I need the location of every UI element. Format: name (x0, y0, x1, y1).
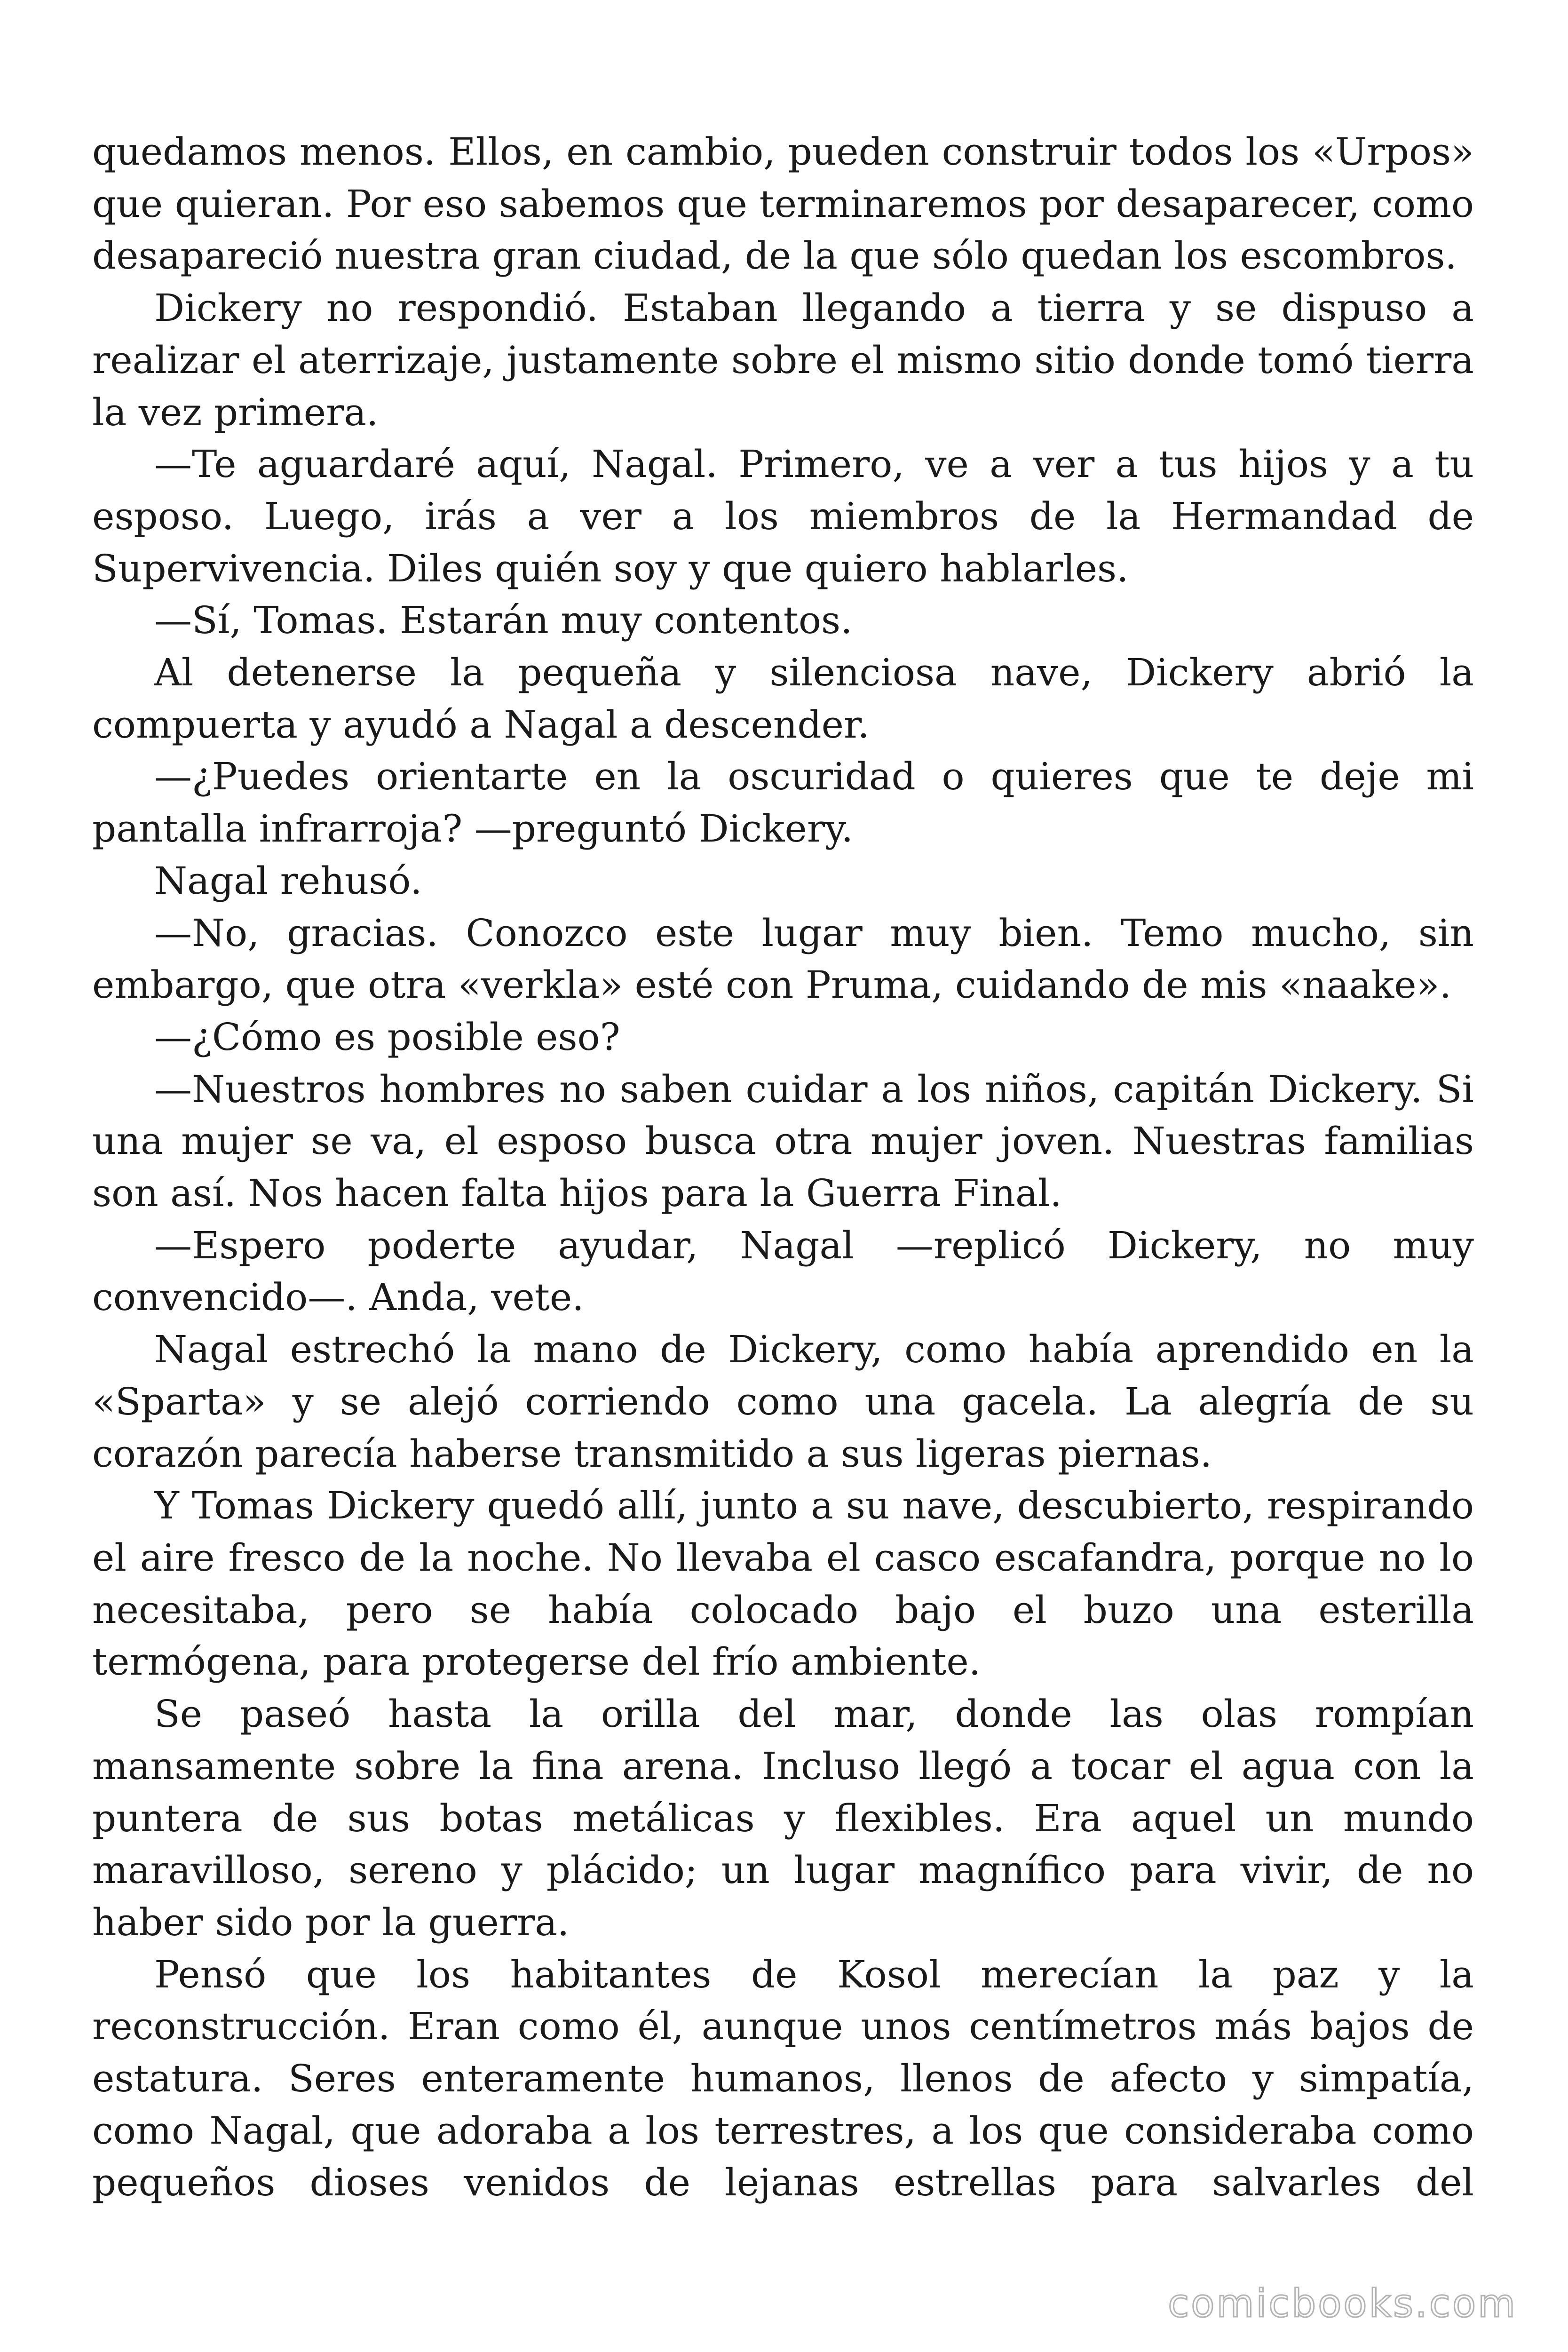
paragraph-5: Al detenerse la pequeña y silenciosa nave, Dickery abrió la compuerta y ayudó a Nagal a descender. (92, 651, 1474, 747)
paragraph-7: Nagal rehusó. (154, 858, 422, 903)
paragraph-2: Dickery no respondió. Estaban llegando a tierra y se dispuso a realizar el aterrizaje, justamente sobre el mismo sitio donde tomó tierra la vez primera. (92, 286, 1474, 434)
paragraph-10: —Nuestros hombres no saben cuidar a los niños, capitán Dickery. Si una mujer se va, el esposo busca otra mujer joven. Nuestras familias son así. Nos hacen falta hijos para la Guerra Final. (92, 1067, 1474, 1216)
paragraph-3: —Te aguardaré aquí, Nagal. Primero, ve a ver a tus hijos y a tu esposo. Luego, irás a ver a los miembros de la Hermandad de Supervivencia. Diles quién soy y que quiero hablarles. (92, 442, 1474, 590)
paragraph-9: —¿Cómo es posible eso? (154, 1015, 620, 1059)
paragraph-15: Pensó que los habitantes de Kosol merecían la paz y la reconstrucción. Eran como él, aunque unos centímetros más bajos de estatura. Seres enteramente humanos, llenos de afecto y simpatía, como Nagal, que adoraba a los terrestres, a los que consideraba como pequeños dioses venidos de lejanas estrellas para salvarles del (92, 1952, 1474, 2205)
paragraph-8: —No, gracias. Conozco este lugar muy bien. Temo mucho, sin embargo, que otra «verkla» esté con Pruma, cuidando de mis «naake». (92, 911, 1474, 1007)
paragraph-14: Se paseó hasta la orilla del mar, donde las olas rompían mansamente sobre la fina arena. Incluso llegó a tocar el agua con la puntera de sus botas metálicas y flexibles. Era aquel un mundo maravilloso, sereno y plácido; un lugar magnífico para vivir, de no haber sido por la guerra. (92, 1692, 1474, 1944)
paragraph-4: —Sí, Tomas. Estarán muy contentos. (154, 598, 853, 643)
watermark: comicbooks.com (1168, 2281, 1517, 2326)
paragraph-6: —¿Puedes orientarte en la oscuridad o quieres que te deje mi pantalla infrarroja? —preguntó Dickery. (92, 755, 1474, 851)
paragraph-11: —Espero poderte ayudar, Nagal —replicó Dickery, no muy convencido—. Anda, vete. (92, 1223, 1474, 1319)
paragraph-13: Y Tomas Dickery quedó allí, junto a su nave, descubierto, respirando el aire fresco de la noche. No llevaba el casco escafandra, porque no lo necesitaba, pero se había colocado bajo el buzo una esterilla termógena, para protegerse del frío ambiente. (92, 1484, 1474, 1684)
body-text (92, 126, 1474, 2209)
paragraph-1: quedamos menos. Ellos, en cambio, pueden construir todos los «Urpos» que quieran. Por eso sabemos que terminaremos por desaparecer, como desapareció nuestra gran ciudad, de la que sólo quedan los escombros. (92, 130, 1474, 278)
paragraph-12: Nagal estrechó la mano de Dickery, como había aprendido en la «Sparta» y se alejó corriendo como una gacela. La alegría de su corazón parecía haberse transmitido a sus ligeras piernas. (92, 1327, 1474, 1476)
